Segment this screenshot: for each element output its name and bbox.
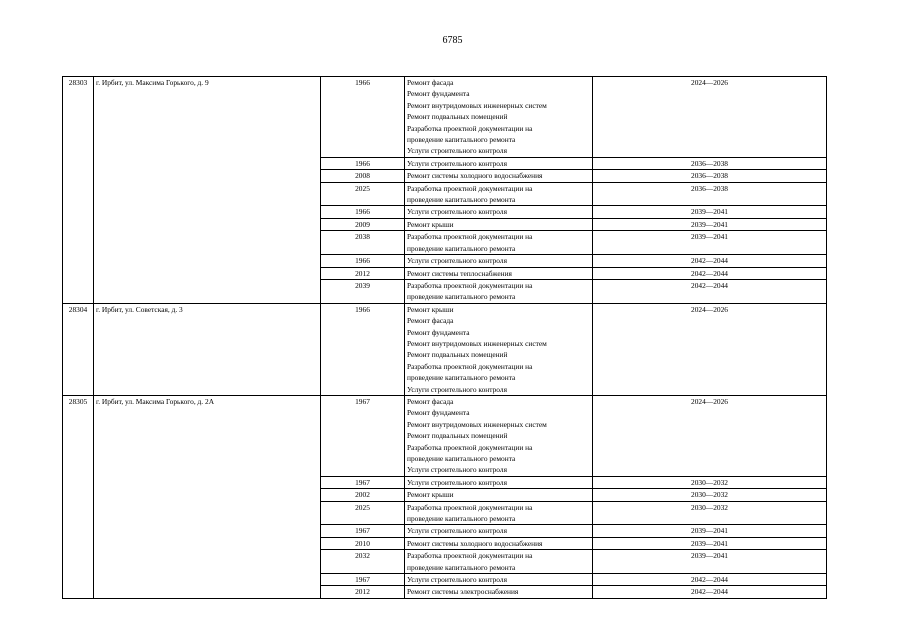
object-address: г. Ирбит, ул. Советская, д. 3 (94, 303, 321, 395)
work-item: Услуги строительного контроля (407, 384, 507, 394)
work-item: Разработка проектной документации на (407, 361, 533, 371)
planned-period: 2039—2041 (593, 218, 827, 230)
repair-year: 1967 (321, 395, 405, 476)
work-item: Разработка проектной документации на (407, 442, 533, 452)
work-item: Ремонт крыши (407, 219, 454, 229)
work-list (405, 476, 593, 488)
work-list (405, 501, 593, 525)
object-id: 28303 (63, 77, 94, 304)
table-body (63, 77, 827, 599)
work-list (405, 550, 593, 574)
work-list (405, 279, 593, 303)
repair-year: 2008 (321, 170, 405, 182)
work-item: Услуги строительного контроля (407, 146, 507, 156)
work-item: Ремонт фундамента (407, 327, 470, 337)
planned-period: 2030—2032 (593, 489, 827, 501)
work-list (405, 231, 593, 255)
repair-year: 2012 (321, 267, 405, 279)
work-item: Ремонт фундамента (407, 408, 470, 418)
repair-year: 2012 (321, 586, 405, 598)
work-list (405, 255, 593, 267)
repair-year: 1967 (321, 525, 405, 537)
repair-year: 2010 (321, 537, 405, 549)
work-item: Ремонт внутридомовых инженерных систем (407, 338, 547, 348)
planned-period: 2039—2041 (593, 231, 827, 255)
work-list (405, 77, 593, 158)
work-list (405, 206, 593, 218)
work-item: проведение капитального ремонта (407, 373, 516, 383)
object-address: г. Ирбит, ул. Максима Горького, д. 9 (94, 77, 321, 304)
planned-period: 2042—2044 (593, 574, 827, 586)
planned-period: 2042—2044 (593, 255, 827, 267)
work-item: Разработка проектной документации на (407, 232, 533, 242)
work-list (405, 395, 593, 476)
planned-period: 2042—2044 (593, 586, 827, 598)
capital-repair-table (62, 76, 827, 599)
repair-year: 2025 (321, 501, 405, 525)
page-number: 6785 (442, 35, 463, 46)
repair-year: 1966 (321, 255, 405, 267)
work-list (405, 303, 593, 395)
repair-year: 2032 (321, 550, 405, 574)
repair-year: 1967 (321, 476, 405, 488)
repair-year: 1967 (321, 574, 405, 586)
work-list (405, 537, 593, 549)
work-item: Ремонт системы холодного водоснабжения (407, 171, 543, 181)
work-item: Разработка проектной документации на (407, 123, 533, 133)
work-item: проведение капитального ремонта (407, 243, 516, 253)
work-item: проведение капитального ремонта (407, 454, 516, 463)
planned-period: 2039—2041 (593, 537, 827, 549)
work-item: Ремонт фасада (407, 396, 454, 406)
planned-period: 2036—2038 (593, 182, 827, 206)
work-list (405, 182, 593, 206)
work-list (405, 170, 593, 182)
work-item: Ремонт подвальных помещений (407, 431, 508, 441)
repair-year: 2038 (321, 231, 405, 255)
work-item: Ремонт фундамента (407, 89, 470, 99)
work-item: Ремонт системы холодного водоснабжения (407, 538, 543, 548)
table-row (63, 77, 827, 158)
work-item: Разработка проектной документации на (407, 551, 533, 561)
work-list (405, 489, 593, 501)
work-list (405, 157, 593, 169)
repair-year: 1966 (321, 157, 405, 169)
work-item: Ремонт фасада (407, 316, 454, 326)
work-item: Ремонт подвальных помещений (407, 112, 508, 122)
work-list (405, 586, 593, 598)
planned-period: 2024—2026 (593, 395, 827, 476)
work-item: Услуги строительного контроля (407, 526, 507, 536)
repair-year: 2039 (321, 279, 405, 303)
object-id: 28304 (63, 303, 94, 395)
repair-year: 2009 (321, 218, 405, 230)
work-item: Услуги строительного контроля (407, 158, 507, 168)
work-item: Услуги строительного контроля (407, 477, 507, 487)
work-item: Разработка проектной документации на (407, 183, 533, 193)
work-item: Услуги строительного контроля (407, 465, 507, 475)
work-item: Ремонт внутридомовых инженерных систем (407, 419, 547, 429)
work-item: проведение капитального ремонта (407, 562, 516, 572)
work-item: проведение капитального ремонта (407, 135, 516, 145)
work-item: Ремонт крыши (407, 304, 454, 314)
repair-year: 2002 (321, 489, 405, 501)
object-id: 28305 (63, 395, 94, 598)
repair-year: 2025 (321, 182, 405, 206)
work-list (405, 574, 593, 586)
table-row (63, 303, 827, 395)
repair-year: 1966 (321, 303, 405, 395)
table-row (63, 395, 827, 476)
work-item: проведение капитального ремонта (407, 195, 516, 205)
planned-period: 2039—2041 (593, 206, 827, 218)
work-item: Услуги строительного контроля (407, 256, 507, 266)
repair-year: 1966 (321, 206, 405, 218)
planned-period: 2030—2032 (593, 476, 827, 488)
work-list (405, 525, 593, 537)
work-item: Услуги строительного контроля (407, 575, 507, 585)
planned-period: 2039—2041 (593, 550, 827, 574)
work-item: Ремонт подвальных помещений (407, 350, 508, 360)
planned-period: 2036—2038 (593, 170, 827, 182)
planned-period: 2024—2026 (593, 303, 827, 395)
work-list (405, 218, 593, 230)
object-address: г. Ирбит, ул. Максима Горького, д. 2А (94, 395, 321, 598)
work-item: Ремонт системы электроснабжения (407, 587, 519, 597)
work-item: Ремонт внутридомовых инженерных систем (407, 100, 547, 110)
work-item: Ремонт фасада (407, 78, 454, 87)
planned-period: 2039—2041 (593, 525, 827, 537)
planned-period: 2042—2044 (593, 279, 827, 303)
work-item: проведение капитального ремонта (407, 514, 516, 524)
planned-period: 2036—2038 (593, 157, 827, 169)
work-list (405, 267, 593, 279)
work-item: Разработка проектной документации на (407, 502, 533, 512)
work-item: Ремонт системы теплоснабжения (407, 268, 512, 278)
planned-period: 2042—2044 (593, 267, 827, 279)
planned-period: 2030—2032 (593, 501, 827, 525)
planned-period: 2024—2026 (593, 77, 827, 158)
work-item: Ремонт крыши (407, 490, 454, 500)
work-item: проведение капитального ремонта (407, 292, 516, 302)
work-item: Услуги строительного контроля (407, 207, 507, 217)
repair-year: 1966 (321, 77, 405, 158)
work-item: Разработка проектной документации на (407, 280, 533, 290)
